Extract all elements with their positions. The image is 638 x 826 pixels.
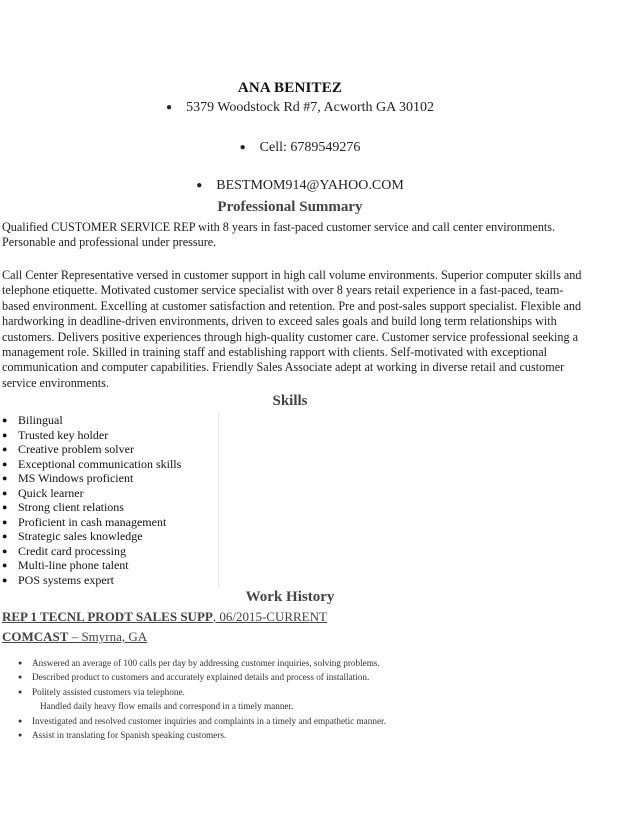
duty-text: Politely assisted customers via telephone. [32, 686, 185, 697]
bullet-icon: ● [18, 687, 23, 696]
section-title-summary: Professional Summary [217, 199, 363, 215]
skill-label: POS systems expert [18, 572, 114, 587]
bullet-icon: ● [2, 458, 8, 469]
bullet-icon: ● [2, 429, 8, 440]
bullet-icon: ● [2, 415, 8, 425]
duty-item [18, 670, 578, 684]
bullet-icon: ● [166, 102, 173, 113]
bullet-icon: ● [196, 180, 203, 191]
summary-paragraph-2: Call Center Representative versed in customer support in high call volume environments. Superior computer skills and telephone etiquette. Motivated customer service specialist with over 8 years retail experience in a fast-paced, team-based environment. Excelling at customer satisfaction and retention. Pre and post-sales support specialist. Flexible and hardworking in deadline-driven environments, driven to exceed sales goals and build long term relationships with customers. Delivers positive experiences through high-quality customer care. Customer service professional seeking a management role. Skilled in training staff and establishing rapport with clients. Self-motivated with exceptional communication and computer capabilities. Friendly Sales Associate adept at working in diverse retail and customer service environments. [2, 268, 582, 390]
duty-item [18, 714, 578, 728]
bullet-icon: ● [2, 560, 8, 570]
skill-item [0, 500, 218, 515]
skill-item [0, 558, 218, 573]
company-location: – Smyrna, GA [68, 629, 148, 644]
bullet-icon: ● [2, 444, 8, 454]
job-dates: , 06/2015-CURRENT [212, 609, 327, 624]
address-text: 5379 Woodstock Rd #7, Acworth GA 30102 [186, 100, 434, 115]
duty-text: Assist in translating for Spanish speaking customers. [32, 729, 227, 740]
duty-text: Handled daily heavy flow emails and correspond in a timely manner. [40, 701, 294, 712]
skill-label: Creative problem solver [18, 442, 134, 456]
skill-item [0, 486, 218, 501]
summary-paragraph-1: Qualified CUSTOMER SERVICE REP with 8 years in fast-paced customer service and call center environments. Personable and professional under pressure. [2, 220, 556, 250]
skill-item [0, 428, 218, 443]
duty-text: Described product to customers and accurately explained details and process of installation. [32, 672, 370, 683]
skill-label: Trusted key holder [18, 427, 109, 442]
duty-text: Answered an average of 100 calls per day by addressing customer inquiries, solving problems. [32, 658, 380, 668]
skill-item [0, 515, 218, 530]
address-line [10, 100, 590, 116]
email-text: BESTMOM914@YAHOO.COM [216, 178, 404, 193]
bullet-icon: ● [2, 574, 8, 585]
duty-text: Investigated and resolved customer inquiries and complaints in a timely and empathetic manner. [32, 715, 386, 726]
bullet-icon: ● [18, 716, 23, 725]
skill-item [0, 529, 218, 544]
bullet-icon: ● [2, 487, 8, 498]
bullet-icon: ● [2, 502, 8, 512]
skill-item [0, 573, 218, 588]
duty-item [18, 656, 578, 670]
skill-label: Strategic sales knowledge [18, 529, 143, 543]
bullet-icon: ● [18, 659, 23, 667]
skill-label: Strong client relations [18, 500, 124, 514]
bullet-icon: ● [2, 516, 8, 527]
skill-label: Proficient in cash management [18, 514, 167, 529]
cell-text: Cell: 6789549276 [259, 140, 361, 155]
skill-item [0, 442, 218, 457]
skill-item [0, 544, 218, 559]
bullet-icon: ● [18, 730, 23, 739]
skill-label: MS Windows proficient [18, 471, 134, 485]
cell-line [10, 140, 590, 156]
bullet-icon: ● [18, 673, 23, 682]
company-name: COMCAST [2, 629, 69, 644]
job-title: REP 1 TECNL PRODT SALES SUPP [2, 609, 213, 624]
section-title-work-history: Work History [245, 589, 335, 605]
skills-list [0, 413, 218, 587]
skill-label: Multi-line phone talent [18, 558, 129, 572]
job-title-line [2, 609, 327, 625]
candidate-name: ANA BENITEZ [237, 80, 343, 96]
bullet-icon: ● [2, 531, 8, 541]
skill-label: Exceptional communication skills [18, 456, 182, 471]
bullet-icon: ● [2, 473, 8, 483]
skill-item [0, 457, 218, 472]
skill-label: Bilingual [18, 413, 63, 427]
email-line [10, 178, 590, 194]
duties-list [18, 656, 578, 742]
skill-item [0, 413, 218, 428]
company-line [2, 629, 147, 645]
duty-item [18, 699, 578, 713]
skill-label: Credit card processing [18, 543, 126, 558]
duty-item [18, 685, 578, 699]
skill-item [0, 471, 218, 486]
skill-label: Quick learner [18, 485, 84, 500]
bullet-icon: ● [2, 545, 8, 556]
bullet-icon: ● [239, 142, 246, 153]
duty-item [18, 728, 578, 742]
skills-list-container [0, 413, 219, 588]
section-title-skills: Skills [272, 393, 308, 409]
